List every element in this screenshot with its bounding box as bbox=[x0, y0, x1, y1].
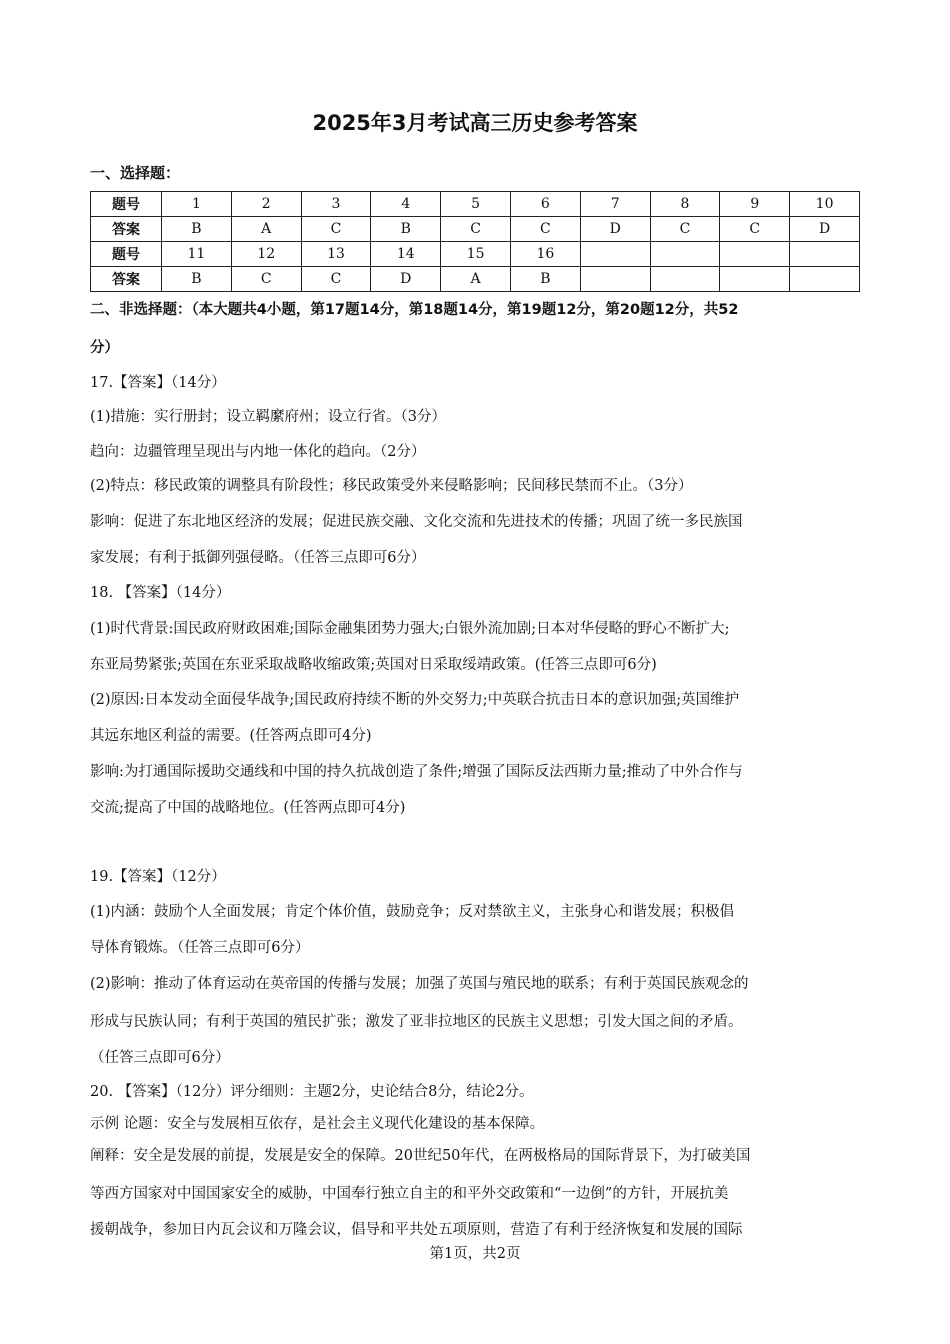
table-cell: C bbox=[301, 217, 371, 242]
q17-heading: 17.【答案】（14分） bbox=[90, 375, 226, 391]
table-cell: D bbox=[580, 217, 650, 242]
text-line: (1)内涵：鼓励个人全面发展；肯定个体价值，鼓励竞争；反对禁欲主义，主张身心和谐发展；积极倡 bbox=[90, 904, 735, 920]
table-cell bbox=[790, 267, 860, 292]
table-cell: 10 bbox=[790, 192, 860, 217]
text-line: (2)影响：推动了体育运动在英帝国的传播与发展；加强了英国与殖民地的联系；有利于英国民族观念的 bbox=[90, 976, 749, 992]
table-row bbox=[91, 267, 860, 292]
table-cell: C bbox=[720, 217, 790, 242]
table-cell: C bbox=[441, 217, 511, 242]
table-cell: B bbox=[371, 217, 441, 242]
text-line: （任答三点即可6分） bbox=[90, 1050, 230, 1066]
table-cell: D bbox=[371, 267, 441, 292]
text-line: 等西方国家对中国国家安全的威胁，中国奉行独立自主的和平外交政策和“一边倒”的方针，开展抗美 bbox=[90, 1186, 729, 1202]
table-cell bbox=[720, 267, 790, 292]
text-line: (2)特点：移民政策的调整具有阶段性；移民政策受外来侵略影响；民间移民禁而不止。（3分） bbox=[90, 478, 693, 494]
answer-table bbox=[90, 191, 860, 292]
text-line: 影响：促进了东北地区经济的发展；促进民族交融、文化交流和先进技术的传播；巩固了统一多民族国 bbox=[90, 514, 743, 530]
section-1-heading: 一、选择题： bbox=[90, 164, 181, 182]
table-cell: C bbox=[510, 217, 580, 242]
text-line: (1)措施：实行册封；设立羁縻府州；设立行省。（3分） bbox=[90, 409, 447, 425]
table-cell: 13 bbox=[301, 242, 371, 267]
row-label: 题号 bbox=[91, 192, 162, 217]
table-cell: C bbox=[650, 217, 720, 242]
table-cell: C bbox=[301, 267, 371, 292]
q20-heading: 20. 【答案】（12分）评分细则：主题2分，史论结合8分，结论2分。 bbox=[90, 1084, 534, 1100]
table-cell: 3 bbox=[301, 192, 371, 217]
q18-heading: 18. 【答案】（14分） bbox=[90, 585, 231, 601]
text-line: (2)原因:日本发动全面侵华战争;国民政府持续不断的外交努力;中英联合抗击日本的意识加强;英国维护 bbox=[90, 692, 740, 708]
text-line: 示例 论题：安全与发展相互依存，是社会主义现代化建设的基本保障。 bbox=[90, 1116, 545, 1132]
table-cell: B bbox=[162, 267, 232, 292]
table-row bbox=[91, 242, 860, 267]
table-cell: 6 bbox=[510, 192, 580, 217]
text-line: 形成与民族认同；有利于英国的殖民扩张；激发了亚非拉地区的民族主义思想；引发大国之间的矛盾。 bbox=[90, 1014, 743, 1030]
row-label: 答案 bbox=[91, 267, 162, 292]
text-line: 其远东地区利益的需要。(任答两点即可4分) bbox=[90, 728, 372, 744]
table-cell: C bbox=[231, 267, 301, 292]
table-cell: 7 bbox=[580, 192, 650, 217]
section-2-heading-cont: 分） bbox=[90, 340, 119, 356]
table-cell: 12 bbox=[231, 242, 301, 267]
table-cell: 14 bbox=[371, 242, 441, 267]
section-2-heading: 二、非选择题：（本大题共4小题，第17题14分，第18题14分，第19题12分，第20题12分，共52 bbox=[90, 302, 739, 318]
text-line: 阐释：安全是发展的前提，发展是安全的保障。20世纪50年代，在两极格局的国际背景下，为打破美国 bbox=[90, 1148, 751, 1164]
text-line: 导体育锻炼。（任答三点即可6分） bbox=[90, 940, 310, 956]
table-cell bbox=[720, 242, 790, 267]
text-line: 影响:为打通国际援助交通线和中国的持久抗战创造了条件;增强了国际反法西斯力量;推动了中外合作与 bbox=[90, 764, 743, 780]
table-cell: B bbox=[162, 217, 232, 242]
text-line: 趋向：边疆管理呈现出与内地一体化的趋向。（2分） bbox=[90, 444, 426, 460]
table-cell: 2 bbox=[231, 192, 301, 217]
table-row bbox=[91, 217, 860, 242]
table-cell: A bbox=[231, 217, 301, 242]
table-cell: A bbox=[441, 267, 511, 292]
table-cell: 11 bbox=[162, 242, 232, 267]
table-cell: 9 bbox=[720, 192, 790, 217]
table-cell: 1 bbox=[162, 192, 232, 217]
q19-heading: 19.【答案】（12分） bbox=[90, 869, 226, 885]
table-cell: 4 bbox=[371, 192, 441, 217]
table-row bbox=[91, 192, 860, 217]
page-footer: 第1页，共2页 bbox=[429, 1246, 521, 1262]
row-label: 答案 bbox=[91, 217, 162, 242]
table-cell: 8 bbox=[650, 192, 720, 217]
table-cell bbox=[650, 267, 720, 292]
text-line: 交流;提高了中国的战略地位。(任答两点即可4分) bbox=[90, 800, 406, 816]
table-cell: 16 bbox=[510, 242, 580, 267]
text-line: (1)时代背景:国民政府财政困难;国际金融集团势力强大;白银外流加剧;日本对华侵略的野心不断扩大; bbox=[90, 621, 730, 637]
table-cell: B bbox=[510, 267, 580, 292]
table-cell: 5 bbox=[441, 192, 511, 217]
text-line: 东亚局势紧张;英国在东亚采取战略收缩政策;英国对日采取绥靖政策。(任答三点即可6分) bbox=[90, 657, 657, 673]
table-cell bbox=[650, 242, 720, 267]
table-cell bbox=[580, 267, 650, 292]
table-cell: 15 bbox=[441, 242, 511, 267]
table-cell bbox=[580, 242, 650, 267]
page-title: 2025年3月考试高三历史参考答案 bbox=[312, 111, 638, 135]
text-line: 援朝战争，参加日内瓦会议和万隆会议，倡导和平共处五项原则，营造了有利于经济恢复和发展的国际 bbox=[90, 1222, 743, 1238]
row-label: 题号 bbox=[91, 242, 162, 267]
text-line: 家发展；有利于抵御列强侵略。（任答三点即可6分） bbox=[90, 550, 426, 566]
table-cell bbox=[790, 242, 860, 267]
table-cell: D bbox=[790, 217, 860, 242]
